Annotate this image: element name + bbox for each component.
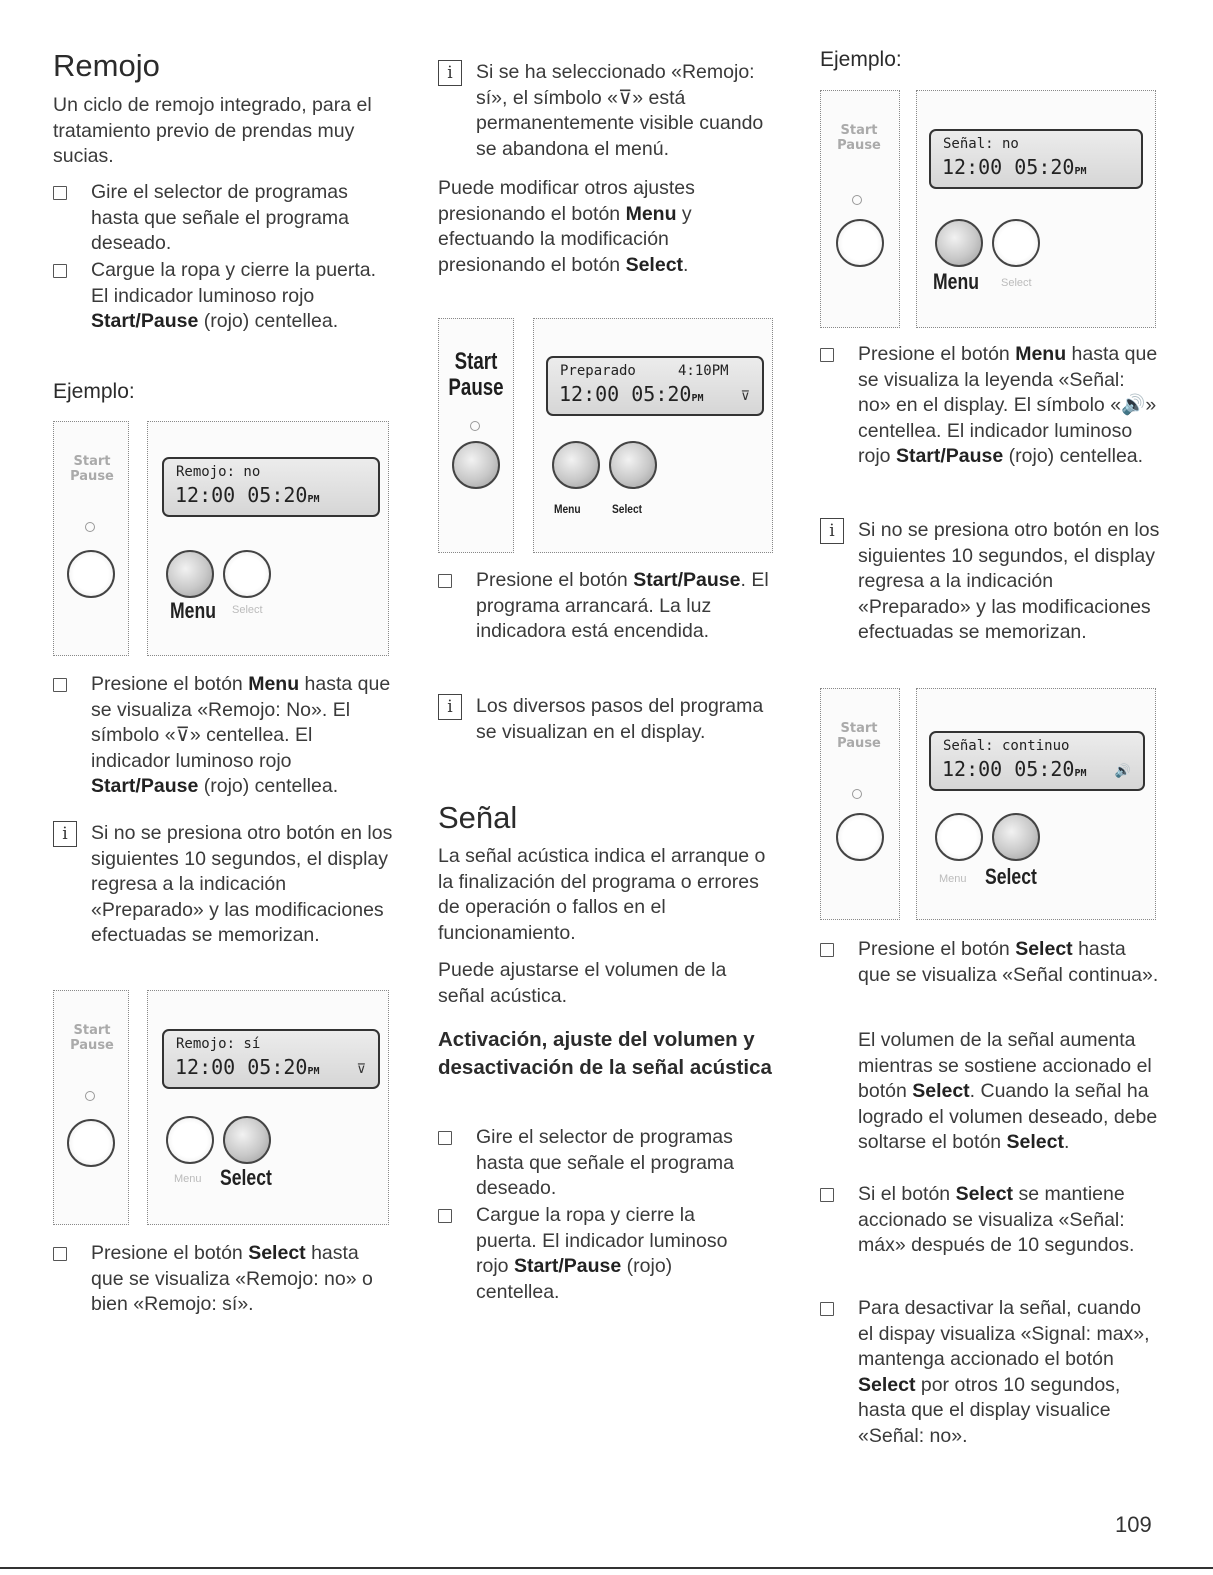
select-button[interactable] [609,441,657,489]
lcd-line-2: 12:00 05:20PM [175,483,320,507]
select-button[interactable] [223,1116,271,1164]
senal-paragraph: La señal acústica indica el arranque o la finalización del programa o errores de operación o fallos en el funcionamiento. [438,845,766,944]
checkbox-bullet-icon [820,943,834,957]
info-note: i Si no se presiona otro botón en los siguientes 10 segundos, el display regresa a la indicación «Preparado» y las modificaciones efectuadas se memorizan. [820,518,1162,646]
display-panel [533,318,773,553]
start-pause-label: Start Pause [837,123,881,153]
example-label: Ejemplo: [820,48,902,71]
indicator-light-icon [852,195,862,205]
indicator-light-icon [85,1091,95,1101]
lcd-display [929,731,1145,791]
menu-label: Menu [939,873,967,885]
display-panel [147,990,389,1225]
section-title-senal: Señal [438,800,518,835]
control-panel-figure [820,688,1154,918]
lcd-line-2: 12:00 05:20PM [942,155,1087,179]
section-title-remojo: Remojo [53,48,160,83]
lcd-line-2: 12:00 05:20PM [175,1055,320,1079]
start-pause-button[interactable] [67,1119,115,1167]
start-pause-panel [820,688,900,920]
checkbox-bullet-icon [53,678,67,692]
checkbox-bullet-icon [438,574,452,588]
checkbox-bullet-icon [53,186,67,200]
menu-paragraph: Puede modificar otros ajustes presionando el botón Menu y efectuando la modificación presionando el botón Select. [438,177,695,276]
info-icon: i [53,821,77,847]
start-pause-panel [820,90,900,328]
menu-button[interactable] [166,550,214,598]
checkbox-bullet-icon [438,1209,452,1223]
info-note: i Si se ha seleccionado «Remojo: sí», el símbolo «⊽» está permanentemente visible cuando se abandona el menú. [438,60,778,162]
menu-button[interactable] [552,441,600,489]
start-pause-button[interactable] [67,550,115,598]
indicator-light-icon [85,522,95,532]
soak-symbol-icon: ⊽ [740,388,750,403]
page-number: 109 [1115,1512,1152,1537]
start-pause-panel [53,990,129,1225]
menu-button[interactable] [935,219,983,267]
info-icon: i [438,60,462,86]
indicator-light-icon [852,789,862,799]
info-icon: i [438,694,462,720]
senal-volume-paragraph: Puede ajustarse el volumen de la señal acústica. [438,959,727,1007]
lcd-line-2: 12:00 05:20PM [942,757,1087,781]
info-note: i Los diversos pasos del programa se visualizan en el display. [438,694,778,745]
list-item: Cargue la ropa y cierre la puerta. El indicador luminoso rojo Start/Pause (rojo) centellea. [53,258,388,335]
list-item: Cargue la ropa y cierre la puerta. El indicador luminoso rojo Start/Pause (rojo) centellea. [438,1203,758,1305]
display-panel [147,421,389,656]
lcd-line-1: Preparado 4:10PM [560,363,729,379]
select-button[interactable] [992,813,1040,861]
lcd-line-2: 12:00 05:20PM [559,382,704,406]
start-pause-button[interactable] [452,441,500,489]
select-label: Select [232,604,263,616]
menu-label: Menu [933,269,979,294]
indicator-light-icon [470,421,480,431]
menu-label: Menu [174,1173,202,1185]
start-pause-label: Start Pause [837,721,881,751]
select-label: Select [220,1165,272,1190]
remojo-intro: Un ciclo de remojo integrado, para el tratamiento previo de prendas muy sucias. [53,94,372,168]
start-pause-panel [438,318,514,553]
info-note: i Si no se presiona otro botón en los siguientes 10 segundos, el display regresa a la indicación «Preparado» y las modificaciones efectuadas se memorizan. [53,821,393,949]
checkbox-bullet-icon [820,1302,834,1316]
lcd-display [162,457,380,517]
lcd-display [162,1029,380,1089]
list-item: Presione el botón Select hasta que se visualiza «Señal continua». [820,937,1160,988]
control-panel-figure [53,421,387,654]
checkbox-bullet-icon [820,1188,834,1202]
select-label: Select [612,502,643,516]
list-item: Presione el botón Start/Pause. El programa arrancará. La luz indicadora está encendida. [438,568,783,645]
list-item: Gire el selector de programas hasta que señale el programa deseado. [438,1125,773,1202]
start-pause-button[interactable] [836,813,884,861]
select-label: Select [985,864,1037,889]
select-button[interactable] [992,219,1040,267]
lcd-line-1: Señal: continuo [943,738,1070,754]
lcd-display [546,356,764,416]
checkbox-bullet-icon [53,264,67,278]
start-pause-panel [53,421,129,656]
example-label: Ejemplo: [53,380,135,403]
soak-symbol-icon: ⊽ [356,1061,366,1076]
info-icon: i [820,518,844,544]
menu-button[interactable] [166,1116,214,1164]
menu-label: Menu [554,502,581,516]
list-item: Presione el botón Menu hasta que se visualiza la leyenda «Señal: no» en el display. El símbolo «🔊» centellea. El indicador luminoso rojo Start/Pause (rojo) centellea. [820,342,1160,470]
list-item: Si el botón Select se mantiene accionado se visualiza «Señal: máx» después de 10 segundos. [820,1182,1160,1259]
list-item: Presione el botón Select hasta que se visualiza «Remojo: no» o bien «Remojo: sí». [53,1241,393,1318]
select-label: Select [1001,277,1032,289]
lcd-line-1: Remojo: sí [176,1036,261,1052]
volume-paragraph: El volumen de la señal aumenta mientras se sostiene accionado el botón Select. Cuando la señal ha logrado el volumen deseado, debe soltarse el botón Select. [858,1029,1158,1154]
display-panel [916,90,1156,328]
menu-button[interactable] [935,813,983,861]
subsection-title: Activación, ajuste del volumen y desactivación de la señal acústica [438,1028,772,1079]
list-item: Para desactivar la señal, cuando el dispay visualiza «Signal: max», mantenga accionado el botón Select por otros 10 segundos, hasta que el display visualice «Señal: no». [820,1296,1160,1450]
lcd-line-1: Señal: no [943,136,1019,152]
checkbox-bullet-icon [438,1131,452,1145]
speaker-icon: 🔊 [1114,763,1131,778]
display-panel [916,688,1156,920]
lcd-display [929,129,1143,189]
control-panel-figure [438,318,771,551]
checkbox-bullet-icon [820,348,834,362]
control-panel-figure [820,90,1154,326]
list-item: Gire el selector de programas hasta que señale el programa deseado. [53,180,388,257]
start-pause-label: Start Pause [70,454,114,484]
control-panel-figure [53,990,387,1223]
list-item: Presione el botón Menu hasta que se visualiza «Remojo: No». El símbolo «⊽» centellea. El indicador luminoso rojo Start/Pause (rojo) centellea. [53,672,393,800]
footer-rule [0,1567,1213,1569]
start-pause-button[interactable] [836,219,884,267]
select-button[interactable] [223,550,271,598]
menu-label: Menu [170,598,216,623]
start-pause-label: Start Pause [448,348,504,401]
lcd-line-1: Remojo: no [176,464,261,480]
checkbox-bullet-icon [53,1247,67,1261]
start-pause-label: Start Pause [70,1023,114,1053]
